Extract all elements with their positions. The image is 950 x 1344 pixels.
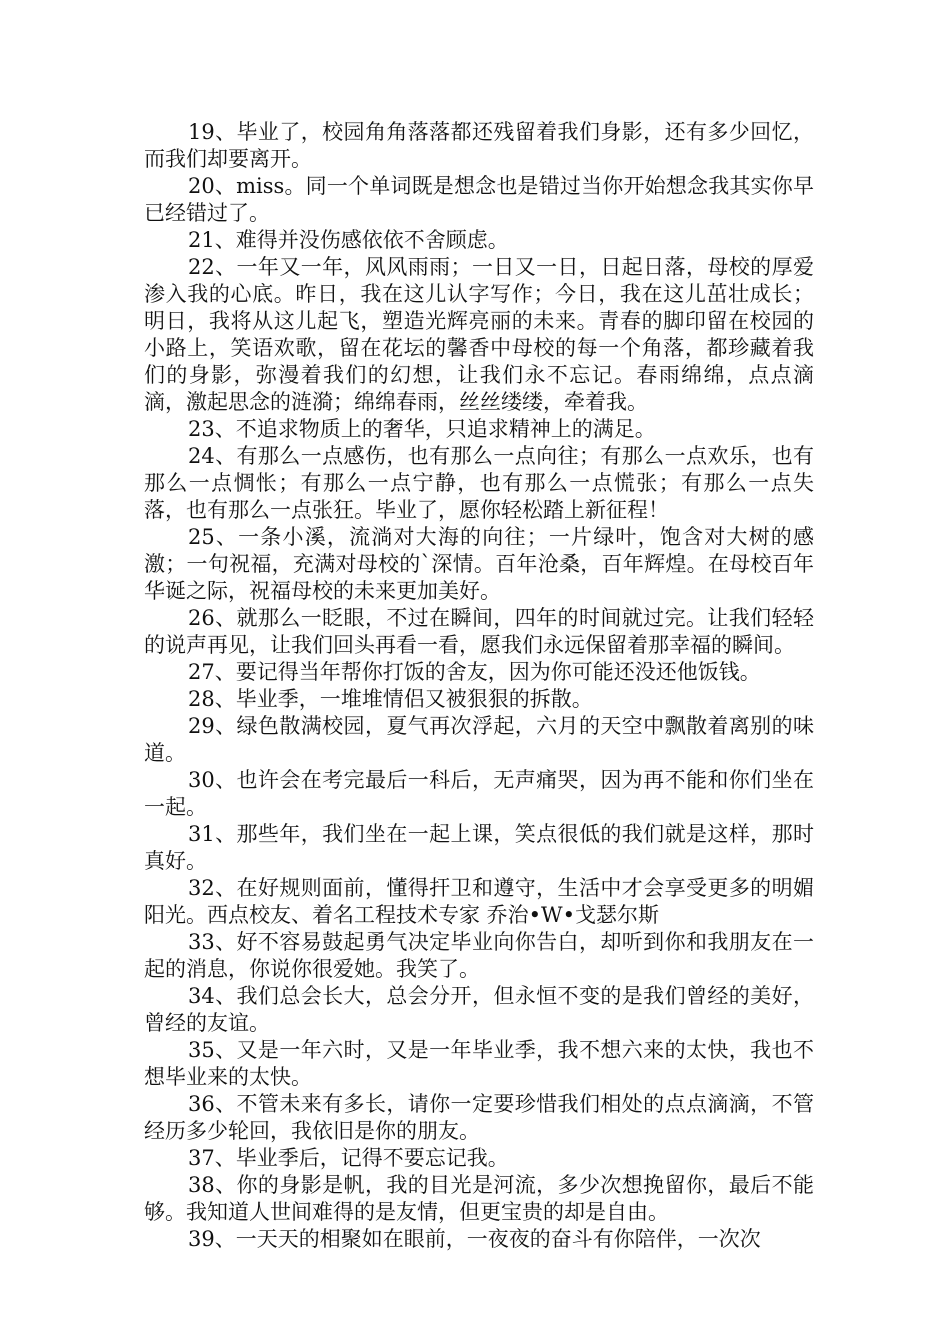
paragraph-36: 36、不管未来有多长，请你一定要珍惜我们相处的点点滴滴，不管经历多少轮回，我依旧是你的朋友。 [144, 1092, 814, 1143]
paragraph-31: 31、那些年，我们坐在一起上课，笑点很低的我们就是这样，那时真好。 [144, 822, 814, 873]
paragraph-30: 30、也许会在考完最后一科后，无声痛哭，因为再不能和你们坐在一起。 [144, 768, 814, 819]
paragraph-19: 19、毕业了，校园角角落落都还残留着我们身影，还有多少回忆，而我们却要离开。 [144, 120, 814, 171]
paragraph-22: 22、一年又一年，风风雨雨；一日又一日，日起日落，母校的厚爱渗入我的心底。昨日，我在这儿认字写作；今日，我在这儿茁壮成长；明日，我将从这儿起飞，塑造光辉亮丽的未来。青春的脚印留在校园的小路上，笑语欢歌，留在花坛的馨香中母校的每一个角落，都珍藏着我们的身影，弥漫着我们的幻想，让我们永不忘记。春雨绵绵，点点滴滴，激起思念的涟漪；绵绵春雨，丝丝缕缕，牵着我。 [144, 255, 814, 414]
paragraph-25: 25、一条小溪，流淌对大海的向往；一片绿叶，饱含对大树的感激；一句祝福，充满对母校的`深情。百年沧桑，百年辉煌。在母校百年华诞之际，祝福母校的未来更加美好。 [144, 525, 814, 603]
paragraph-33: 33、好不容易鼓起勇气决定毕业向你告白，却听到你和我朋友在一起的消息，你说你很爱她。我笑了。 [144, 930, 814, 981]
paragraph-35: 35、又是一年六时，又是一年毕业季，我不想六来的太快，我也不想毕业来的太快。 [144, 1038, 814, 1089]
document-page [144, 119, 814, 1253]
paragraph-27: 27、要记得当年帮你打饭的舍友，因为你可能还没还他饭钱。 [188, 660, 761, 684]
paragraph-23: 23、不追求物质上的奢华，只追求精神上的满足。 [188, 417, 656, 441]
paragraph-39: 39、一天天的相聚如在眼前，一夜夜的奋斗有你陪伴，一次次 [188, 1227, 761, 1251]
paragraph-32: 32、在好规则面前，懂得扞卫和遵守，生活中才会享受更多的明媚阳光。西点校友、着名工程技术专家 乔治•W•戈瑟尔斯 [144, 876, 814, 927]
paragraph-28: 28、毕业季，一堆堆情侣又被狠狠的拆散。 [188, 687, 593, 711]
paragraph-34: 34、我们总会长大，总会分开，但永恒不变的是我们曾经的美好，曾经的友谊。 [144, 984, 814, 1035]
paragraph-29: 29、绿色散满校园，夏气再次浮起，六月的天空中飘散着离别的味道。 [144, 714, 814, 765]
paragraph-26: 26、就那么一眨眼，不过在瞬间，四年的时间就过完。让我们轻轻的说声再见，让我们回头再看一看，愿我们永远保留着那幸福的瞬间。 [144, 606, 814, 657]
paragraph-38: 38、你的身影是帆，我的目光是河流，多少次想挽留你，最后不能够。我知道人世间难得的是友情，但更宝贵的却是自由。 [144, 1173, 814, 1224]
paragraph-20: 20、miss。同一个单词既是想念也是错过当你开始想念我其实你早已经错过了。 [144, 174, 814, 225]
paragraph-21: 21、难得并没伤感依依不舍顾虑。 [188, 228, 509, 252]
paragraph-37: 37、毕业季后，记得不要忘记我。 [188, 1146, 509, 1170]
paragraph-24: 24、有那么一点感伤，也有那么一点向往；有那么一点欢乐，也有那么一点惆怅；有那么一点宁静，也有那么一点慌张；有那么一点失落，也有那么一点张狂。毕业了，愿你轻松踏上新征程！ [144, 444, 814, 522]
